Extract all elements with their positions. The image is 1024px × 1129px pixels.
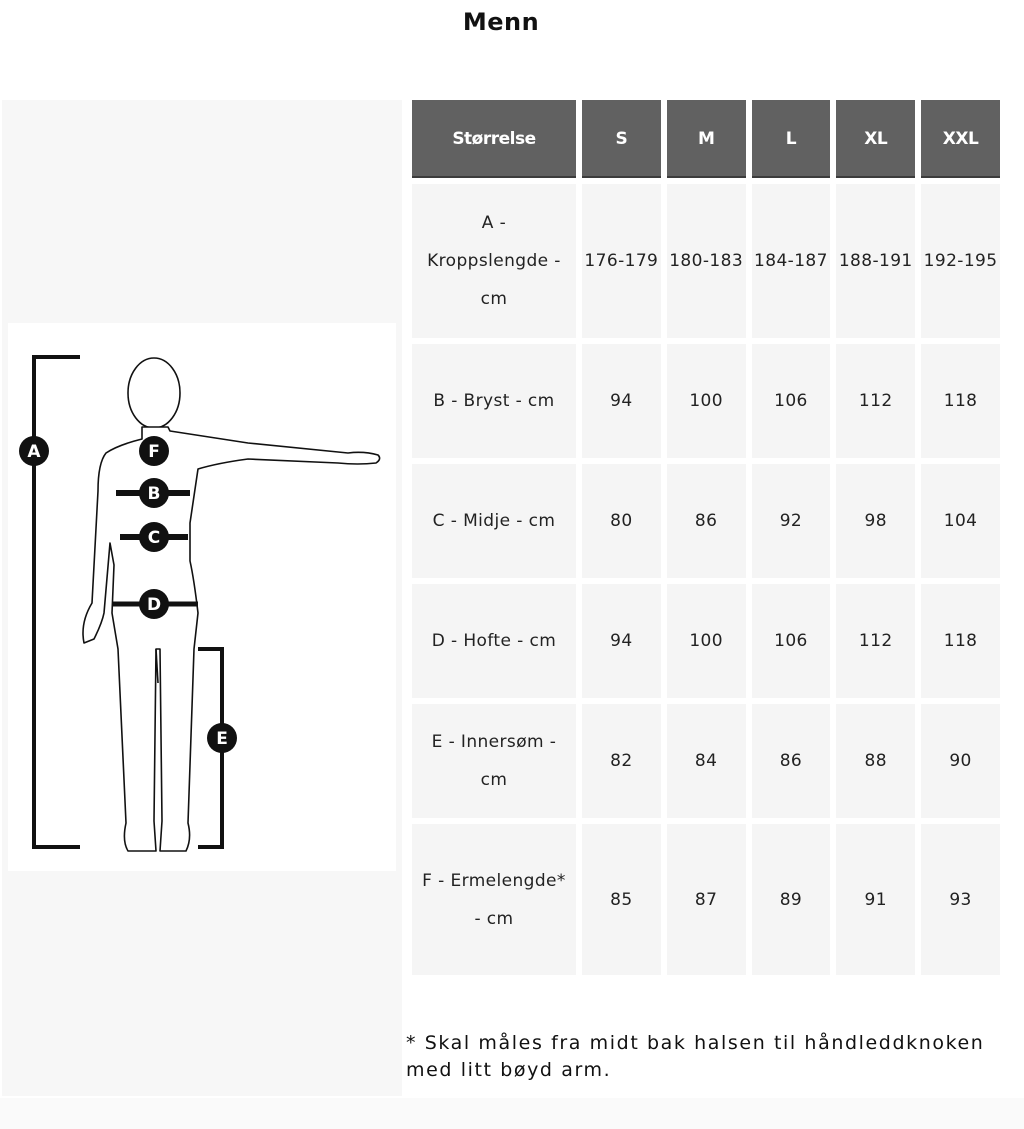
marker-b bbox=[139, 478, 169, 508]
size-table bbox=[409, 100, 1006, 980]
table-cell: 94 bbox=[582, 584, 661, 698]
header-l: L bbox=[752, 100, 831, 178]
marker-c bbox=[139, 522, 169, 552]
row-label: F - Ermelengde* - cm bbox=[412, 824, 576, 975]
table-cell: 92 bbox=[752, 464, 831, 578]
body-measurement-diagram bbox=[8, 323, 396, 871]
table-cell: 184-187 bbox=[752, 184, 831, 338]
table-cell: 98 bbox=[836, 464, 915, 578]
table-cell: 106 bbox=[752, 344, 831, 458]
table-cell: 100 bbox=[667, 584, 746, 698]
header-xxl: XXL bbox=[921, 100, 1000, 178]
table-cell: 94 bbox=[582, 344, 661, 458]
svg-text:B: B bbox=[147, 484, 161, 504]
row-label: A - Kroppslengde - cm bbox=[412, 184, 576, 338]
row-label: E - Innersøm - cm bbox=[412, 704, 576, 818]
table-row bbox=[412, 584, 1000, 698]
header-s: S bbox=[582, 100, 661, 178]
svg-text:D: D bbox=[146, 595, 162, 615]
header-xl: XL bbox=[836, 100, 915, 178]
table-cell: 86 bbox=[667, 464, 746, 578]
table-cell: 106 bbox=[752, 584, 831, 698]
table-cell: 80 bbox=[582, 464, 661, 578]
table-cell: 82 bbox=[582, 704, 661, 818]
marker-e bbox=[207, 723, 237, 753]
bracket-a bbox=[34, 357, 80, 847]
table-cell: 88 bbox=[836, 704, 915, 818]
table-cell: 188-191 bbox=[836, 184, 915, 338]
table-cell: 91 bbox=[836, 824, 915, 975]
table-cell: 89 bbox=[752, 824, 831, 975]
marker-f bbox=[139, 436, 169, 466]
header-m: M bbox=[667, 100, 746, 178]
svg-text:C: C bbox=[147, 528, 161, 548]
row-label: C - Midje - cm bbox=[412, 464, 576, 578]
table-row bbox=[412, 824, 1000, 975]
table-row bbox=[412, 464, 1000, 578]
table-cell: 192-195 bbox=[921, 184, 1000, 338]
size-table-container[interactable] bbox=[409, 100, 1006, 980]
table-cell: 118 bbox=[921, 344, 1000, 458]
table-cell: 118 bbox=[921, 584, 1000, 698]
svg-text:F: F bbox=[148, 442, 160, 462]
table-row bbox=[412, 704, 1000, 818]
footnote: * Skal måles fra midt bak halsen til håndleddknoken med litt bøyd arm. bbox=[406, 1032, 985, 1081]
table-cell: 112 bbox=[836, 584, 915, 698]
diagram-panel bbox=[2, 100, 402, 1096]
table-cell: 86 bbox=[752, 704, 831, 818]
row-label: D - Hofte - cm bbox=[412, 584, 576, 698]
marker-a bbox=[19, 436, 49, 466]
header-size: Størrelse bbox=[412, 100, 576, 178]
page-title: Menn bbox=[462, 8, 540, 36]
table-row bbox=[412, 344, 1000, 458]
row-label: B - Bryst - cm bbox=[412, 344, 576, 458]
table-cell: 104 bbox=[921, 464, 1000, 578]
header-row bbox=[412, 100, 1000, 178]
bottom-strip bbox=[0, 1098, 1024, 1129]
table-cell: 112 bbox=[836, 344, 915, 458]
table-row bbox=[412, 184, 1000, 338]
table-cell: 176-179 bbox=[582, 184, 661, 338]
table-cell: 85 bbox=[582, 824, 661, 975]
table-cell: 93 bbox=[921, 824, 1000, 975]
svg-text:A: A bbox=[27, 442, 41, 462]
table-cell: 84 bbox=[667, 704, 746, 818]
table-cell: 87 bbox=[667, 824, 746, 975]
table-cell: 90 bbox=[921, 704, 1000, 818]
table-cell: 180-183 bbox=[667, 184, 746, 338]
table-cell: 100 bbox=[667, 344, 746, 458]
marker-d bbox=[139, 589, 169, 619]
svg-text:E: E bbox=[216, 729, 228, 749]
